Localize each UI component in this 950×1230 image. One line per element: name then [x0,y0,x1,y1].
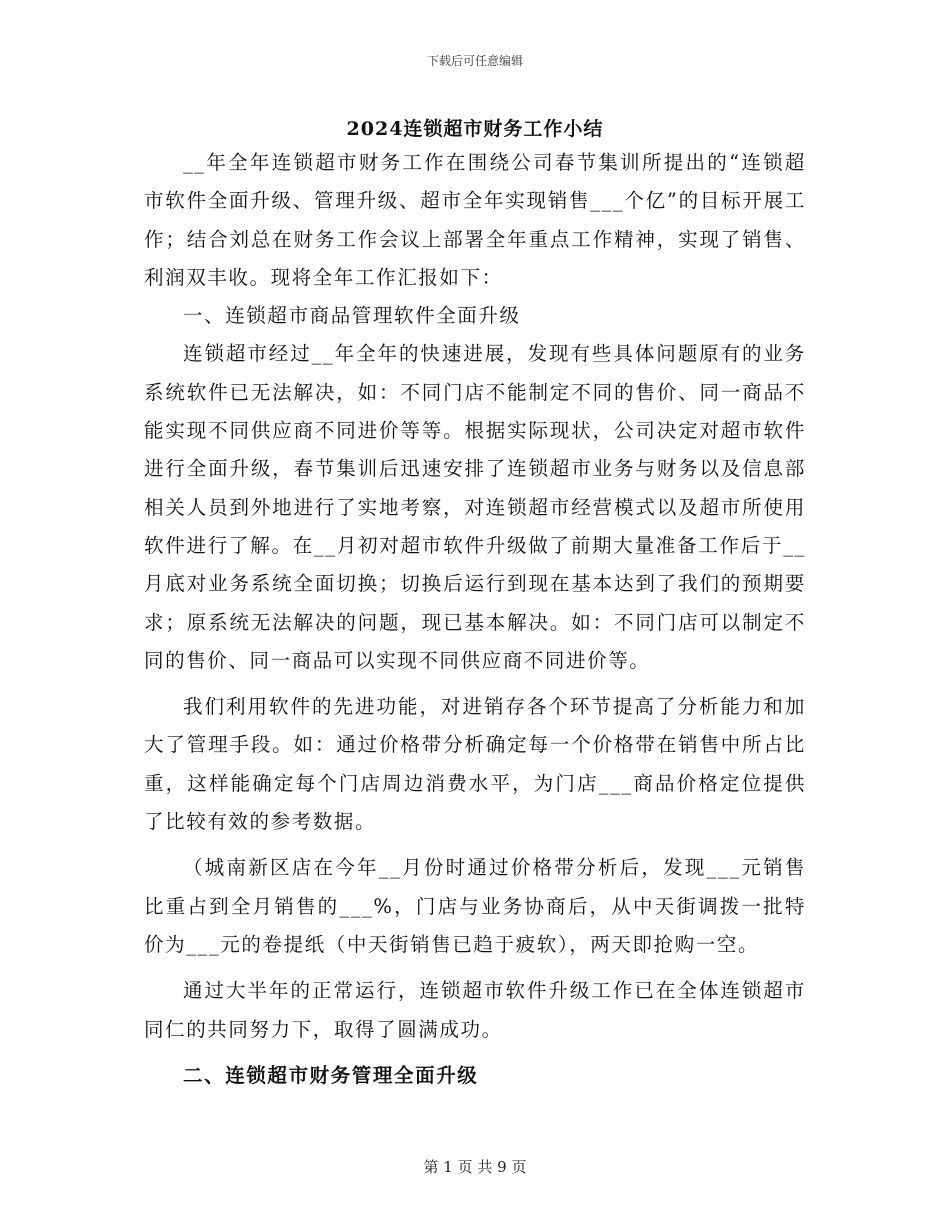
section-heading-1: 一、连锁超市商品管理软件全面升级 [183,304,521,328]
paragraph-example: （城南新区店在今年__月份时通过价格带分析后，发现___元销售比重占到全月销售的___%，门店与业务协商后，从中天街调拨一批特价为___元的卷提纸（中天街销售已趋于疲软），两天即抢购一空。 [144,856,806,956]
paragraph-software-upgrade: 连锁超市经过__年全年的快速进展，发现有些具体问题原有的业务系统软件已无法解决，如：不同门店不能制定不同的售价、同一商品不能实现不同供应商不同进价等等。根据实际现状，公司决定对超市软件进行全面升级，春节集训后迅速安排了连锁超市业务与财务以及信息部相关人员到外地进行了实地考察，对连锁超市经营模式以及超市所使用软件进行了解。在__月初对超市软件升级做了前期大量准备工作后于__月底对业务系统全面切换；切换后运行到现在基本达到了我们的预期要求；原系统无法解决的问题，现已基本解决。如：不同门店可以制定不同的售价、同一商品可以实现不同供应商不同进价等。 [144,342,806,672]
section-heading-2: 二、连锁超市财务管理全面升级 [183,1063,479,1087]
paragraph-analysis: 我们利用软件的先进功能，对进销存各个环节提高了分析能力和加大了管理手段。如：通过价格带分析确定每一个价格带在销售中所占比重，这样能确定每个门店周边消费水平，为门店___商品价格定位提供了比较有效的参考数据。 [144,695,806,834]
paragraph-intro: __年全年连锁超市财务工作在围绕公司春节集训所提出的“连锁超市软件全面升级、管理升级、超市全年实现销售___个亿”的目标开展工作；结合刘总在财务工作会议上部署全年重点工作精神，实现了销售、利润双丰收。现将全年工作汇报如下： [144,151,806,289]
paragraph-conclusion: 通过大半年的正常运行，连锁超市软件升级工作已在全体连锁超市同仁的共同努力下，取得了圆满成功。 [144,979,806,1041]
document-body [144,144,806,1095]
document-title: 2024连锁超市财务工作小结 [346,118,604,140]
page-header-note: 下载后可任意编辑 [426,54,523,68]
page-number: 第 1 页 共 9 页 [423,1158,527,1176]
